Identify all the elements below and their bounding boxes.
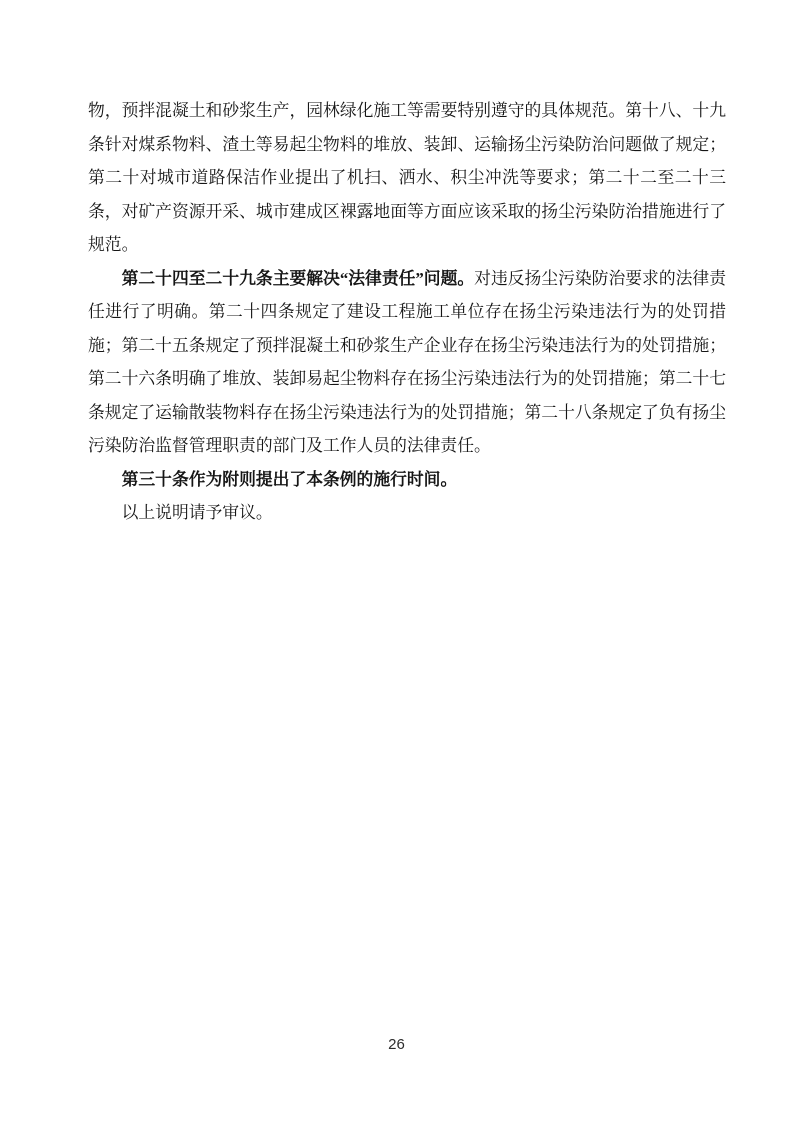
paragraph: [88, 496, 726, 530]
document-body-text: [88, 94, 726, 530]
paragraph: [88, 463, 726, 497]
bold-text-run: 第二十四至二十九条主要解决“法律责任”问题。: [121, 268, 475, 288]
page-number: 26: [388, 1036, 405, 1053]
text-run: 以上说明请予审议。: [121, 503, 273, 522]
text-run: 物，预拌混凝土和砂浆生产，园林绿化施工等需要特别遵守的具体规范。第十八、十九条针对煤系物料、渣土等易起尘物料的堆放、装卸、运输扬尘污染防治问题做了规定；第二十对城市道路保洁作业提出了机扫、洒水、积尘冲洗等要求；第二十二至二十三条，对矿产资源开采、城市建成区裸露地面等方面应该采取的扬尘污染防治措施进行了规范。: [88, 101, 726, 254]
paragraph: [88, 262, 726, 463]
paragraph: [88, 94, 726, 262]
text-run: 对违反扬尘污染防治要求的法律责任进行了明确。第二十四条规定了建设工程施工单位存在扬尘污染违法行为的处罚措施；第二十五条规定了预拌混凝土和砂浆生产企业存在扬尘污染违法行为的处罚措施；第二十六条明确了堆放、装卸易起尘物料存在扬尘污染违法行为的处罚措施；第二十七条规定了运输散装物料存在扬尘污染违法行为的处罚措施；第二十八条规定了负有扬尘污染防治监督管理职责的部门及工作人员的法律责任。: [88, 268, 726, 455]
bold-text-run: 第三十条作为附则提出了本条例的施行时间。: [121, 469, 458, 489]
